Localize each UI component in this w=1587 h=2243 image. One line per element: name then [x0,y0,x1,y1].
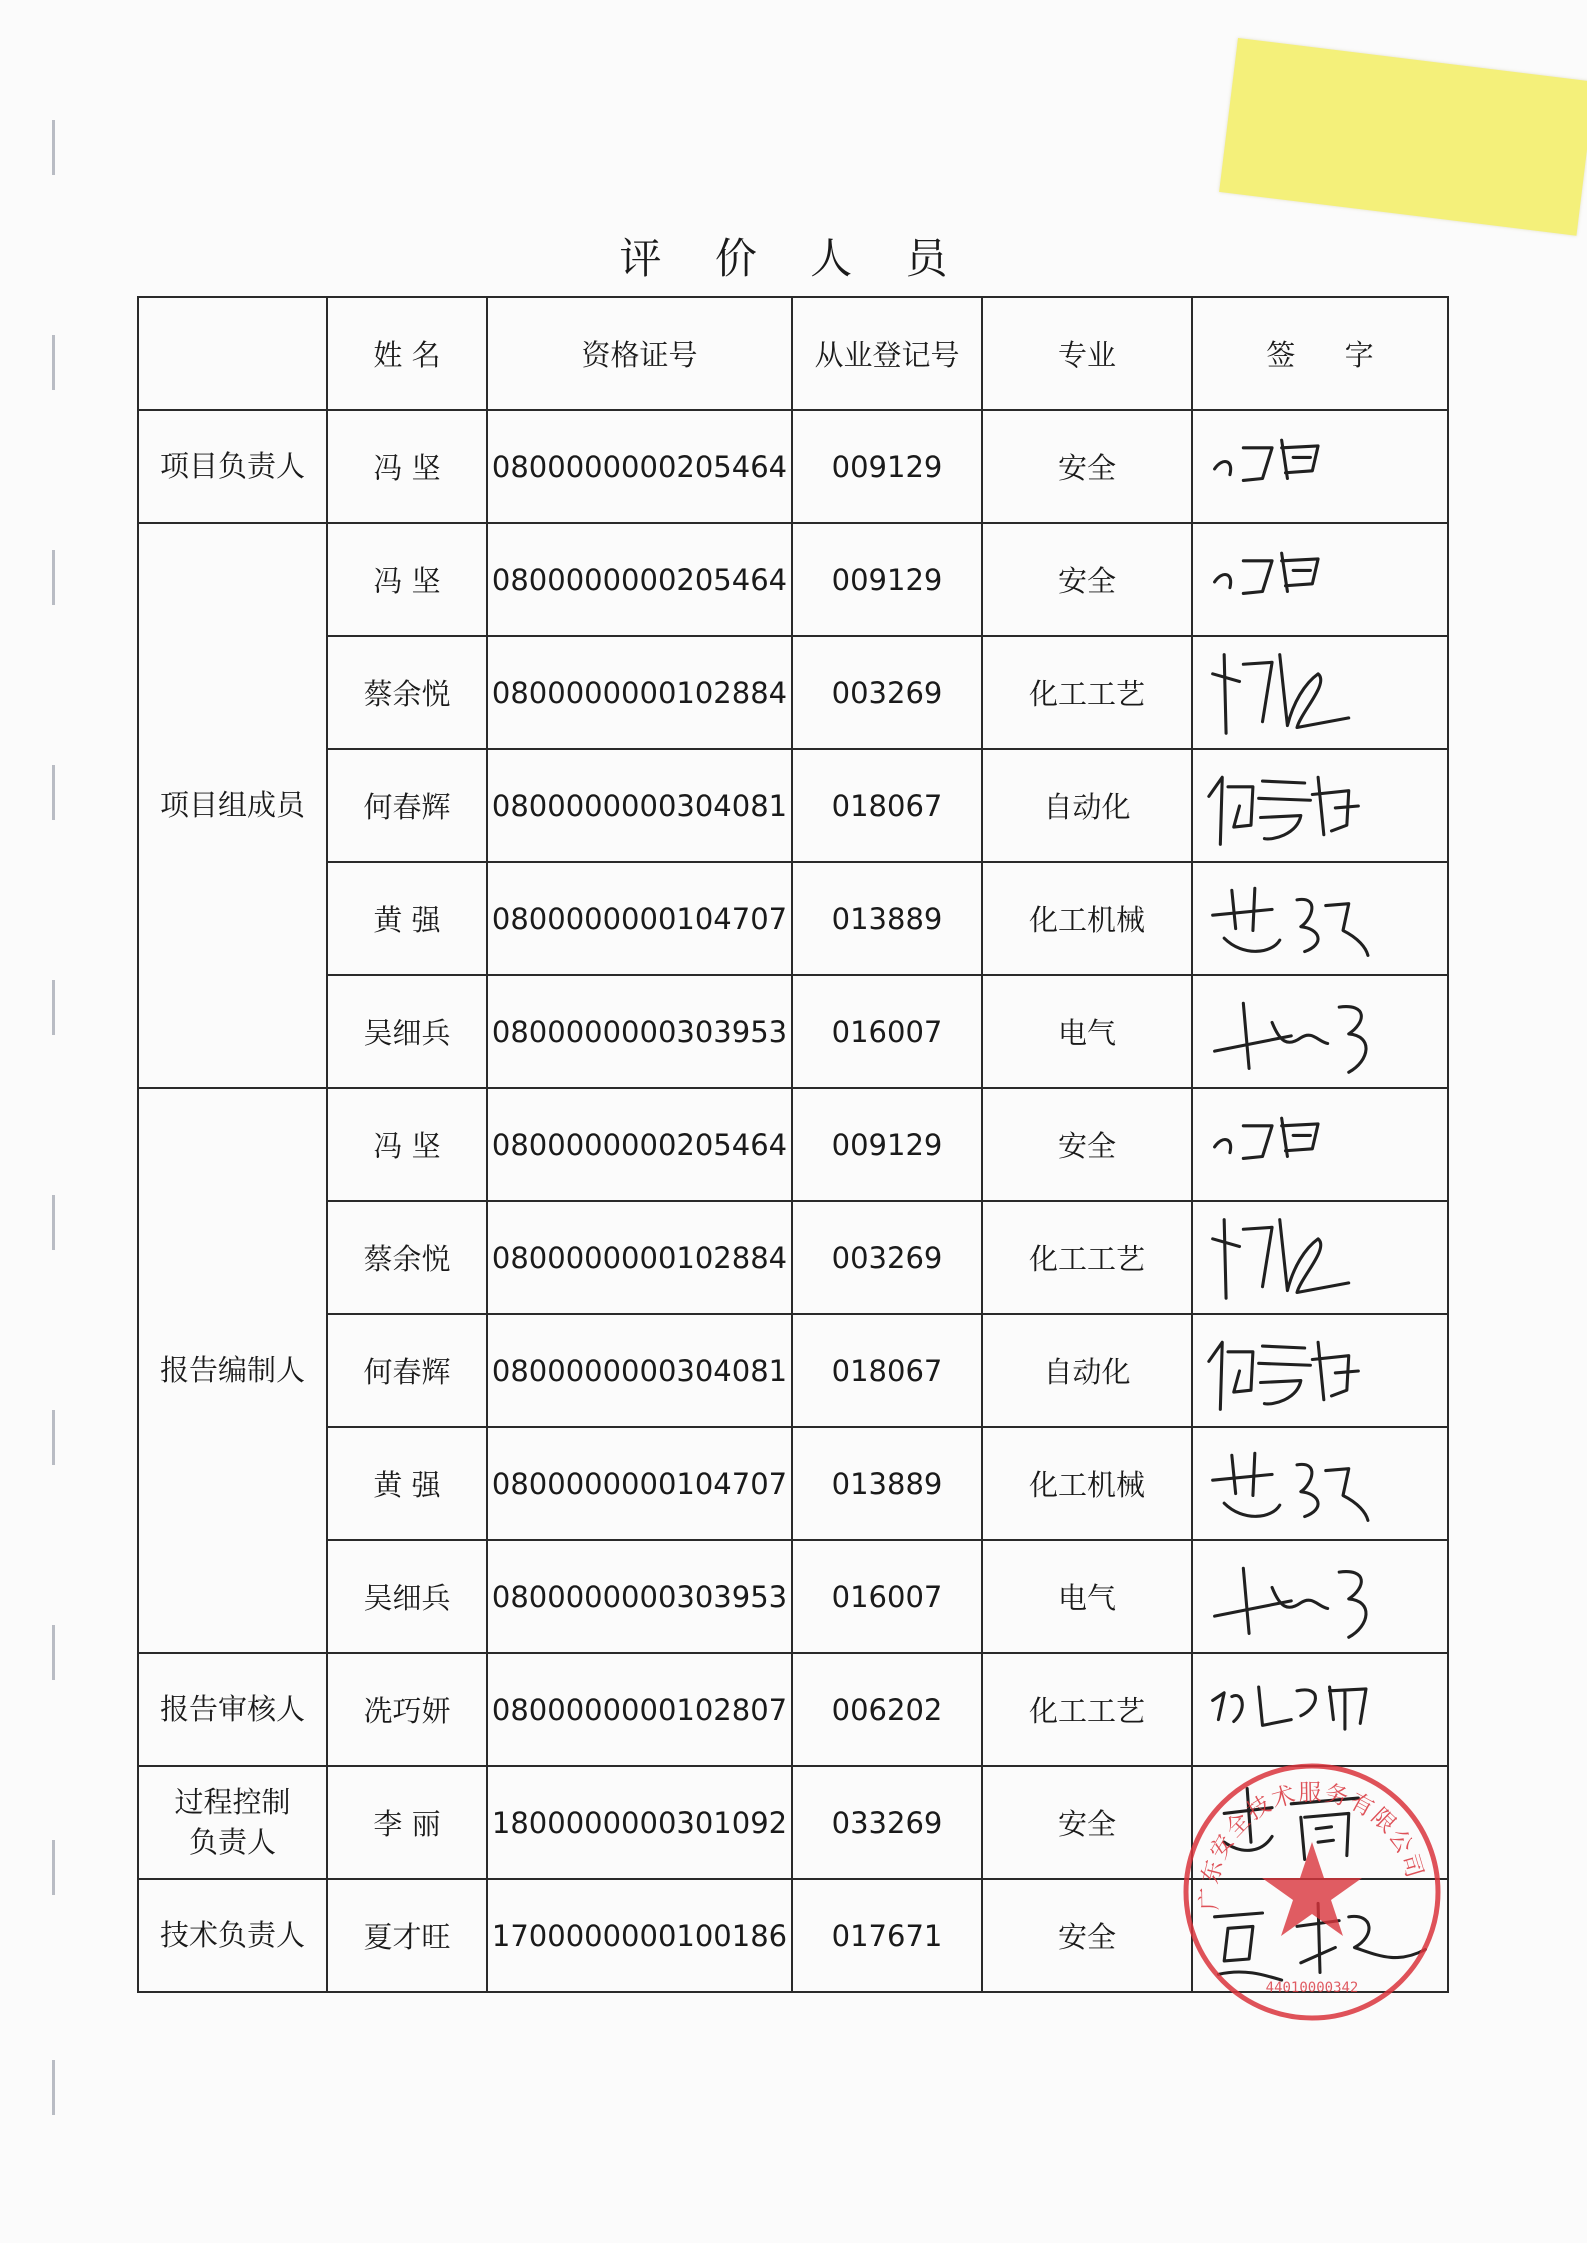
major-cell: 电气 [982,1540,1192,1653]
signature-cai-yuyue [1205,643,1435,743]
table-row [138,862,1448,975]
margin-mark [52,980,55,1035]
header-sign-label: 签 字 [1266,338,1394,372]
major-cell: 安全 [982,1088,1192,1201]
name-cell: 吴细兵 [327,975,487,1088]
table-row [138,523,1448,636]
signature-stroke [1224,938,1280,951]
reg-no-cell: 009129 [792,410,982,523]
signature-stroke [1297,899,1318,951]
cert-no-cell: 0800000000102807 [487,1653,792,1766]
name-cell: 何春辉 [327,1314,487,1427]
header-reg-no: 从业登记号 [792,297,982,410]
signature-he-chunhui [1205,756,1435,856]
signature-stroke [1282,440,1318,478]
table-row [138,636,1448,749]
header-role-blank [138,297,327,410]
margin-mark [52,2060,55,2115]
signature-stroke [1282,553,1318,591]
signature-stroke [1232,1453,1255,1495]
header-sign [1192,297,1448,410]
cert-no-cell: 0800000000102884 [487,636,792,749]
signature-feng-jian [1205,530,1435,630]
name-cell: 黄 强 [327,862,487,975]
signature-xian-qiaoyan [1205,1660,1435,1760]
reg-no-cell: 033269 [792,1766,982,1879]
signature-stroke [1213,1474,1272,1480]
reg-no-cell: 003269 [792,1201,982,1314]
signature-stroke [1280,1219,1349,1292]
signature-cell [1192,1201,1448,1314]
page-title: 评 价 人 员 [619,234,968,283]
cert-no-cell: 0800000000304081 [487,749,792,862]
reg-no-cell: 018067 [792,1314,982,1427]
signature-stroke [1224,654,1226,733]
signature-cell [1192,749,1448,862]
company-seal [1180,1760,1445,2025]
reg-no-cell: 013889 [792,862,982,975]
signature-stroke [1339,1571,1366,1637]
reg-no-cell: 009129 [792,523,982,636]
signature-stroke [1280,654,1349,727]
name-cell: 冯 坚 [327,523,487,636]
signature-stroke [1297,1464,1318,1516]
signature-stroke [1330,1687,1366,1729]
signature-stroke [1215,574,1231,587]
header-major: 专业 [982,297,1192,410]
major-cell: 化工工艺 [982,1653,1192,1766]
signature-stroke [1224,1219,1226,1298]
signature-cell [1192,1653,1448,1766]
seal-number: 44010000342 [1265,1980,1359,1996]
signature-stroke [1259,1346,1311,1404]
cert-no-cell: 1700000000100186 [487,1879,792,1992]
seal-star-icon [1262,1842,1362,1936]
signature-cell [1192,1314,1448,1427]
signature-cell [1192,410,1448,523]
name-cell: 吴细兵 [327,1540,487,1653]
signature-stroke [1243,662,1272,721]
signature-stroke [1243,447,1272,480]
signature-cell [1192,1088,1448,1201]
cert-no-cell: 0800000000104707 [487,1427,792,1540]
reg-no-cell: 003269 [792,636,982,749]
signature-huang-qiang [1205,1434,1435,1534]
signature-he-chunhui [1205,1321,1435,1421]
role-cell: 项目组成员 [138,523,327,1088]
margin-mark [52,1195,55,1250]
cert-no-cell: 0800000000205464 [487,523,792,636]
signature-cell [1192,1427,1448,1540]
reg-no-cell: 016007 [792,975,982,1088]
cert-no-cell: 0800000000102884 [487,1201,792,1314]
major-cell: 自动化 [982,1314,1192,1427]
name-cell: 何春辉 [327,749,487,862]
name-cell: 黄 强 [327,1427,487,1540]
signature-stroke [1232,888,1255,930]
signature-cell [1192,1540,1448,1653]
signature-stroke [1282,1118,1318,1156]
table-row [138,1201,1448,1314]
major-cell: 安全 [982,523,1192,636]
table-row [138,1427,1448,1540]
name-cell: 蔡余悦 [327,1201,487,1314]
table-row [138,1540,1448,1653]
signature-stroke [1335,806,1358,808]
cert-no-cell: 0800000000304081 [487,1314,792,1427]
name-cell: 冯 坚 [327,1088,487,1201]
signature-stroke [1243,1125,1272,1158]
table-row [138,975,1448,1088]
signature-cell [1192,636,1448,749]
signature-wu-xibing [1205,1547,1435,1647]
signature-feng-jian [1205,417,1435,517]
table-row [138,410,1448,523]
reg-no-cell: 006202 [792,1653,982,1766]
header-row [138,297,1448,410]
margin-mark [52,1840,55,1895]
signature-cell [1192,975,1448,1088]
cert-no-cell: 0800000000303953 [487,975,792,1088]
role-cell: 过程控制 负责人 [138,1766,327,1879]
role-cell: 项目负责人 [138,410,327,523]
signature-feng-jian [1205,1095,1435,1195]
role-cell: 报告编制人 [138,1088,327,1653]
signature-cai-yuyue [1205,1208,1435,1308]
header-cert-no: 资格证号 [487,297,792,410]
seal-text: 广东安全技术服务有限公司 [1196,1779,1428,1911]
major-cell: 化工机械 [982,1427,1192,1540]
margin-mark [52,120,55,175]
margin-mark [52,1625,55,1680]
major-cell: 安全 [982,1879,1192,1992]
role-cell: 技术负责人 [138,1879,327,1992]
reg-no-cell: 016007 [792,1540,982,1653]
personnel-table [137,296,1449,1993]
signature-stroke [1243,1568,1249,1633]
major-cell: 安全 [982,1766,1192,1879]
margin-mark [52,765,55,820]
role-cell: 报告审核人 [138,1653,327,1766]
signature-stroke [1259,781,1311,839]
signature-huang-qiang [1205,869,1435,969]
signature-stroke [1243,560,1272,593]
signature-cell [1192,862,1448,975]
reg-no-cell: 013889 [792,1427,982,1540]
signature-stroke [1272,1587,1328,1608]
table-row [138,749,1448,862]
cert-no-cell: 0800000000205464 [487,1088,792,1201]
signature-stroke [1215,461,1231,474]
name-cell: 冯 坚 [327,410,487,523]
signature-stroke [1213,1692,1243,1721]
signature-stroke [1326,903,1368,955]
name-cell: 李 丽 [327,1766,487,1879]
signature-stroke [1224,1503,1280,1516]
major-cell: 安全 [982,410,1192,523]
reg-no-cell: 017671 [792,1879,982,1992]
reg-no-cell: 018067 [792,749,982,862]
signature-wu-xibing [1205,982,1435,1082]
major-cell: 电气 [982,975,1192,1088]
signature-stroke [1339,1006,1366,1072]
cert-no-cell: 0800000000104707 [487,862,792,975]
margin-mark [52,1410,55,1465]
signature-stroke [1259,1687,1292,1725]
table-row [138,1088,1448,1201]
header-name: 姓 名 [327,297,487,410]
table-row [138,1314,1448,1427]
signature-stroke [1326,1468,1368,1520]
name-cell: 蔡余悦 [327,636,487,749]
margin-mark [52,335,55,390]
cert-no-cell: 0800000000205464 [487,410,792,523]
name-cell: 冼巧妍 [327,1653,487,1766]
signature-stroke [1228,786,1253,826]
signature-stroke [1335,1371,1358,1373]
signature-stroke [1209,1342,1222,1409]
margin-mark [52,550,55,605]
signature-stroke [1272,1022,1328,1043]
signature-stroke [1243,1227,1272,1286]
table-row [138,1653,1448,1766]
major-cell: 化工工艺 [982,636,1192,749]
name-cell: 夏才旺 [327,1879,487,1992]
signature-stroke [1297,1689,1315,1715]
signature-stroke [1243,1003,1249,1068]
reg-no-cell: 009129 [792,1088,982,1201]
cert-no-cell: 0800000000303953 [487,1540,792,1653]
signature-stroke [1228,1351,1253,1391]
sticky-note [1219,38,1587,236]
signature-stroke [1213,909,1272,915]
cert-no-cell: 1800000000301092 [487,1766,792,1879]
signature-stroke [1215,1139,1231,1152]
signature-stroke [1209,777,1222,844]
major-cell: 自动化 [982,749,1192,862]
signature-cell [1192,523,1448,636]
major-cell: 化工机械 [982,862,1192,975]
major-cell: 化工工艺 [982,1201,1192,1314]
